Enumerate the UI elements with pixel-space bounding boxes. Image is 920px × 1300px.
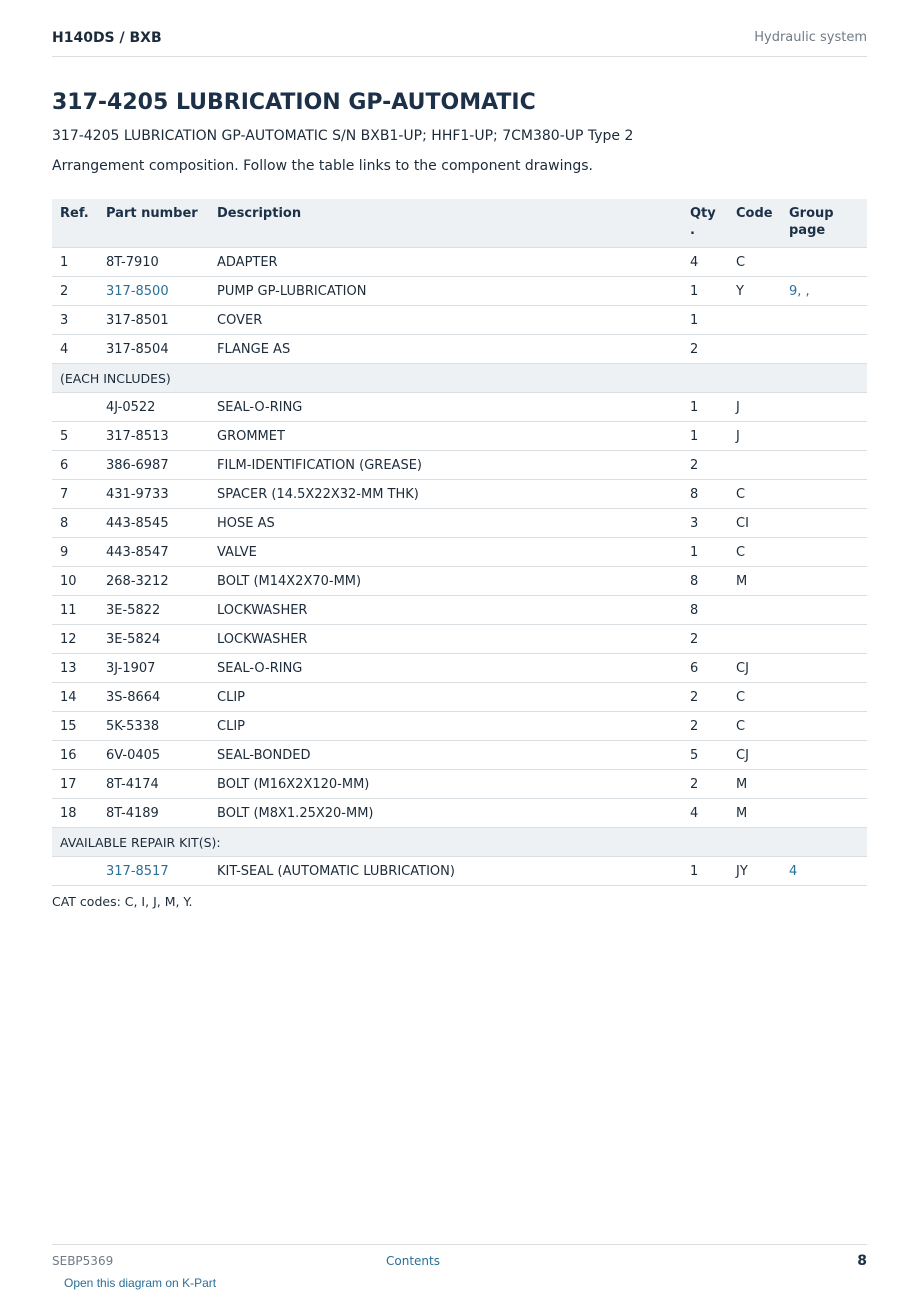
group-page-cell xyxy=(781,335,867,364)
part-number-cell: 386-6987 xyxy=(98,451,209,480)
code-cell: JY xyxy=(728,857,781,886)
qty-cell: 6 xyxy=(682,654,728,683)
ref-cell: 1 xyxy=(52,248,98,277)
qty-cell: 1 xyxy=(682,393,728,422)
group-page-cell xyxy=(781,770,867,799)
ref-cell: 4 xyxy=(52,335,98,364)
table-row xyxy=(52,277,867,306)
table-row xyxy=(52,422,867,451)
part-number-link[interactable]: 317-8517 xyxy=(106,863,169,879)
part-number-cell: 431-9733 xyxy=(98,480,209,509)
table-row xyxy=(52,451,867,480)
description-cell: FLANGE AS xyxy=(209,335,682,364)
group-page-cell xyxy=(781,625,867,654)
qty-cell: 1 xyxy=(682,422,728,451)
header-qty: Qty . xyxy=(682,199,728,248)
part-number-cell: 8T-7910 xyxy=(98,248,209,277)
description-cell: SEAL-BONDED xyxy=(209,741,682,770)
ref-cell: 14 xyxy=(52,683,98,712)
part-number-cell: 3E-5822 xyxy=(98,596,209,625)
intro-text: Arrangement composition. Follow the table links to the component drawings. xyxy=(52,158,593,174)
group-page-cell xyxy=(781,712,867,741)
group-page-cell xyxy=(781,596,867,625)
group-page-cell xyxy=(781,567,867,596)
table-row xyxy=(52,248,867,277)
code-cell: C xyxy=(728,480,781,509)
qty-cell: 8 xyxy=(682,567,728,596)
qty-cell: 1 xyxy=(682,538,728,567)
description-cell: VALVE xyxy=(209,538,682,567)
group-page-cell xyxy=(781,393,867,422)
ref-cell: 6 xyxy=(52,451,98,480)
contents-link[interactable]: Contents xyxy=(386,1254,440,1268)
group-page-cell xyxy=(781,248,867,277)
group-page-cell xyxy=(781,799,867,828)
group-page-link[interactable]: 9 xyxy=(789,283,798,299)
table-row xyxy=(52,538,867,567)
group-page-cell xyxy=(781,277,867,306)
group-page-cell xyxy=(781,683,867,712)
ref-cell xyxy=(52,857,98,886)
qty-cell: 8 xyxy=(682,596,728,625)
group-page-cell xyxy=(781,538,867,567)
part-number-cell xyxy=(98,857,209,886)
header-code: Code xyxy=(728,199,781,248)
ref-cell: 16 xyxy=(52,741,98,770)
qty-cell: 1 xyxy=(682,306,728,335)
group-page-cell xyxy=(781,509,867,538)
group-label: AVAILABLE REPAIR KIT(S): xyxy=(52,828,867,857)
description-cell: SEAL-O-RING xyxy=(209,654,682,683)
ref-cell: 17 xyxy=(52,770,98,799)
section-name: Hydraulic system xyxy=(754,30,867,45)
table-row xyxy=(52,306,867,335)
group-page-cell xyxy=(781,480,867,509)
part-number-cell: 5K-5338 xyxy=(98,712,209,741)
description-cell: PUMP GP-LUBRICATION xyxy=(209,277,682,306)
part-number-cell: 443-8545 xyxy=(98,509,209,538)
kpart-link[interactable]: Open this diagram on K-Part xyxy=(64,1276,217,1290)
code-cell xyxy=(728,451,781,480)
ref-cell: 12 xyxy=(52,625,98,654)
description-cell: BOLT (M16X2X120-MM) xyxy=(209,770,682,799)
ref-cell: 13 xyxy=(52,654,98,683)
ref-cell: 11 xyxy=(52,596,98,625)
part-number-cell: 6V-0405 xyxy=(98,741,209,770)
table-row xyxy=(52,857,867,886)
description-cell: BOLT (M8X1.25X20-MM) xyxy=(209,799,682,828)
qty-cell: 4 xyxy=(682,248,728,277)
page-title: 317-4205 LUBRICATION GP-AUTOMATIC xyxy=(52,90,536,115)
code-cell xyxy=(728,306,781,335)
group-row xyxy=(52,828,867,857)
cat-codes: CAT codes: C, I, J, M, Y. xyxy=(52,894,193,909)
page-number: 8 xyxy=(857,1253,867,1269)
code-cell: CJ xyxy=(728,654,781,683)
table-row xyxy=(52,712,867,741)
page-footer xyxy=(52,1244,867,1275)
ref-cell: 7 xyxy=(52,480,98,509)
code-cell xyxy=(728,596,781,625)
table-row xyxy=(52,799,867,828)
table-row xyxy=(52,654,867,683)
code-cell xyxy=(728,335,781,364)
ref-cell: 5 xyxy=(52,422,98,451)
qty-cell: 2 xyxy=(682,712,728,741)
description-cell: GROMMET xyxy=(209,422,682,451)
code-cell: M xyxy=(728,567,781,596)
table-row xyxy=(52,393,867,422)
parts-table xyxy=(52,199,867,886)
group-page-cell xyxy=(781,451,867,480)
table-row xyxy=(52,509,867,538)
part-number-cell: 317-8513 xyxy=(98,422,209,451)
group-page-cell xyxy=(781,741,867,770)
description-cell: LOCKWASHER xyxy=(209,596,682,625)
part-number-cell xyxy=(98,277,209,306)
part-number-cell: 317-8504 xyxy=(98,335,209,364)
description-cell: SPACER (14.5X22X32-MM THK) xyxy=(209,480,682,509)
group-page-link[interactable]: 4 xyxy=(789,863,798,879)
header-ref: Ref. xyxy=(52,199,98,248)
code-cell xyxy=(728,625,781,654)
page-subtitle: 317-4205 LUBRICATION GP-AUTOMATIC S/N BXB1-UP; HHF1-UP; 7CM380-UP Type 2 xyxy=(52,128,634,144)
description-cell: FILM-IDENTIFICATION (GREASE) xyxy=(209,451,682,480)
table-row xyxy=(52,335,867,364)
group-page-separator: , , xyxy=(797,283,810,299)
ref-cell: 10 xyxy=(52,567,98,596)
ref-cell: 18 xyxy=(52,799,98,828)
group-row xyxy=(52,364,867,393)
part-number-cell: 8T-4174 xyxy=(98,770,209,799)
part-number-cell: 4J-0522 xyxy=(98,393,209,422)
part-number-cell: 268-3212 xyxy=(98,567,209,596)
description-cell: KIT-SEAL (AUTOMATIC LUBRICATION) xyxy=(209,857,682,886)
code-cell: J xyxy=(728,393,781,422)
group-page-cell xyxy=(781,306,867,335)
part-number-link[interactable]: 317-8500 xyxy=(106,283,169,299)
ref-cell: 3 xyxy=(52,306,98,335)
group-page-cell xyxy=(781,857,867,886)
header-description: Description xyxy=(209,199,682,248)
qty-cell: 4 xyxy=(682,799,728,828)
part-number-cell: 3S-8664 xyxy=(98,683,209,712)
qty-cell: 2 xyxy=(682,683,728,712)
header-part-number: Part number xyxy=(98,199,209,248)
description-cell: BOLT (M14X2X70-MM) xyxy=(209,567,682,596)
qty-cell: 2 xyxy=(682,335,728,364)
table-row xyxy=(52,480,867,509)
machine-model: H140DS / BXB xyxy=(52,30,162,46)
qty-cell: 2 xyxy=(682,770,728,799)
table-row xyxy=(52,770,867,799)
page-header xyxy=(52,30,867,57)
description-cell: LOCKWASHER xyxy=(209,625,682,654)
qty-cell: 2 xyxy=(682,625,728,654)
qty-cell: 2 xyxy=(682,451,728,480)
description-cell: ADAPTER xyxy=(209,248,682,277)
code-cell: CJ xyxy=(728,741,781,770)
qty-cell: 5 xyxy=(682,741,728,770)
ref-cell: 9 xyxy=(52,538,98,567)
table-row xyxy=(52,596,867,625)
code-cell: C xyxy=(728,683,781,712)
header-group-page: Group page xyxy=(781,199,867,248)
document-id: SEBP5369 xyxy=(52,1254,114,1268)
part-number-cell: 443-8547 xyxy=(98,538,209,567)
description-cell: SEAL-O-RING xyxy=(209,393,682,422)
qty-cell: 8 xyxy=(682,480,728,509)
code-cell: C xyxy=(728,712,781,741)
ref-cell: 15 xyxy=(52,712,98,741)
qty-cell: 1 xyxy=(682,857,728,886)
ref-cell xyxy=(52,393,98,422)
code-cell: C xyxy=(728,538,781,567)
description-cell: COVER xyxy=(209,306,682,335)
group-page-cell xyxy=(781,654,867,683)
code-cell: CI xyxy=(728,509,781,538)
table-row xyxy=(52,741,867,770)
ref-cell: 8 xyxy=(52,509,98,538)
qty-cell: 3 xyxy=(682,509,728,538)
description-cell: CLIP xyxy=(209,712,682,741)
code-cell: Y xyxy=(728,277,781,306)
table-header-row xyxy=(52,199,867,248)
table-row xyxy=(52,567,867,596)
table-row xyxy=(52,625,867,654)
description-cell: HOSE AS xyxy=(209,509,682,538)
part-number-cell: 3J-1907 xyxy=(98,654,209,683)
part-number-cell: 8T-4189 xyxy=(98,799,209,828)
ref-cell: 2 xyxy=(52,277,98,306)
table-row xyxy=(52,683,867,712)
code-cell: M xyxy=(728,799,781,828)
code-cell: J xyxy=(728,422,781,451)
code-cell: M xyxy=(728,770,781,799)
part-number-cell: 317-8501 xyxy=(98,306,209,335)
group-page-cell xyxy=(781,422,867,451)
qty-cell: 1 xyxy=(682,277,728,306)
description-cell: CLIP xyxy=(209,683,682,712)
code-cell: C xyxy=(728,248,781,277)
group-label: (EACH INCLUDES) xyxy=(52,364,867,393)
part-number-cell: 3E-5824 xyxy=(98,625,209,654)
